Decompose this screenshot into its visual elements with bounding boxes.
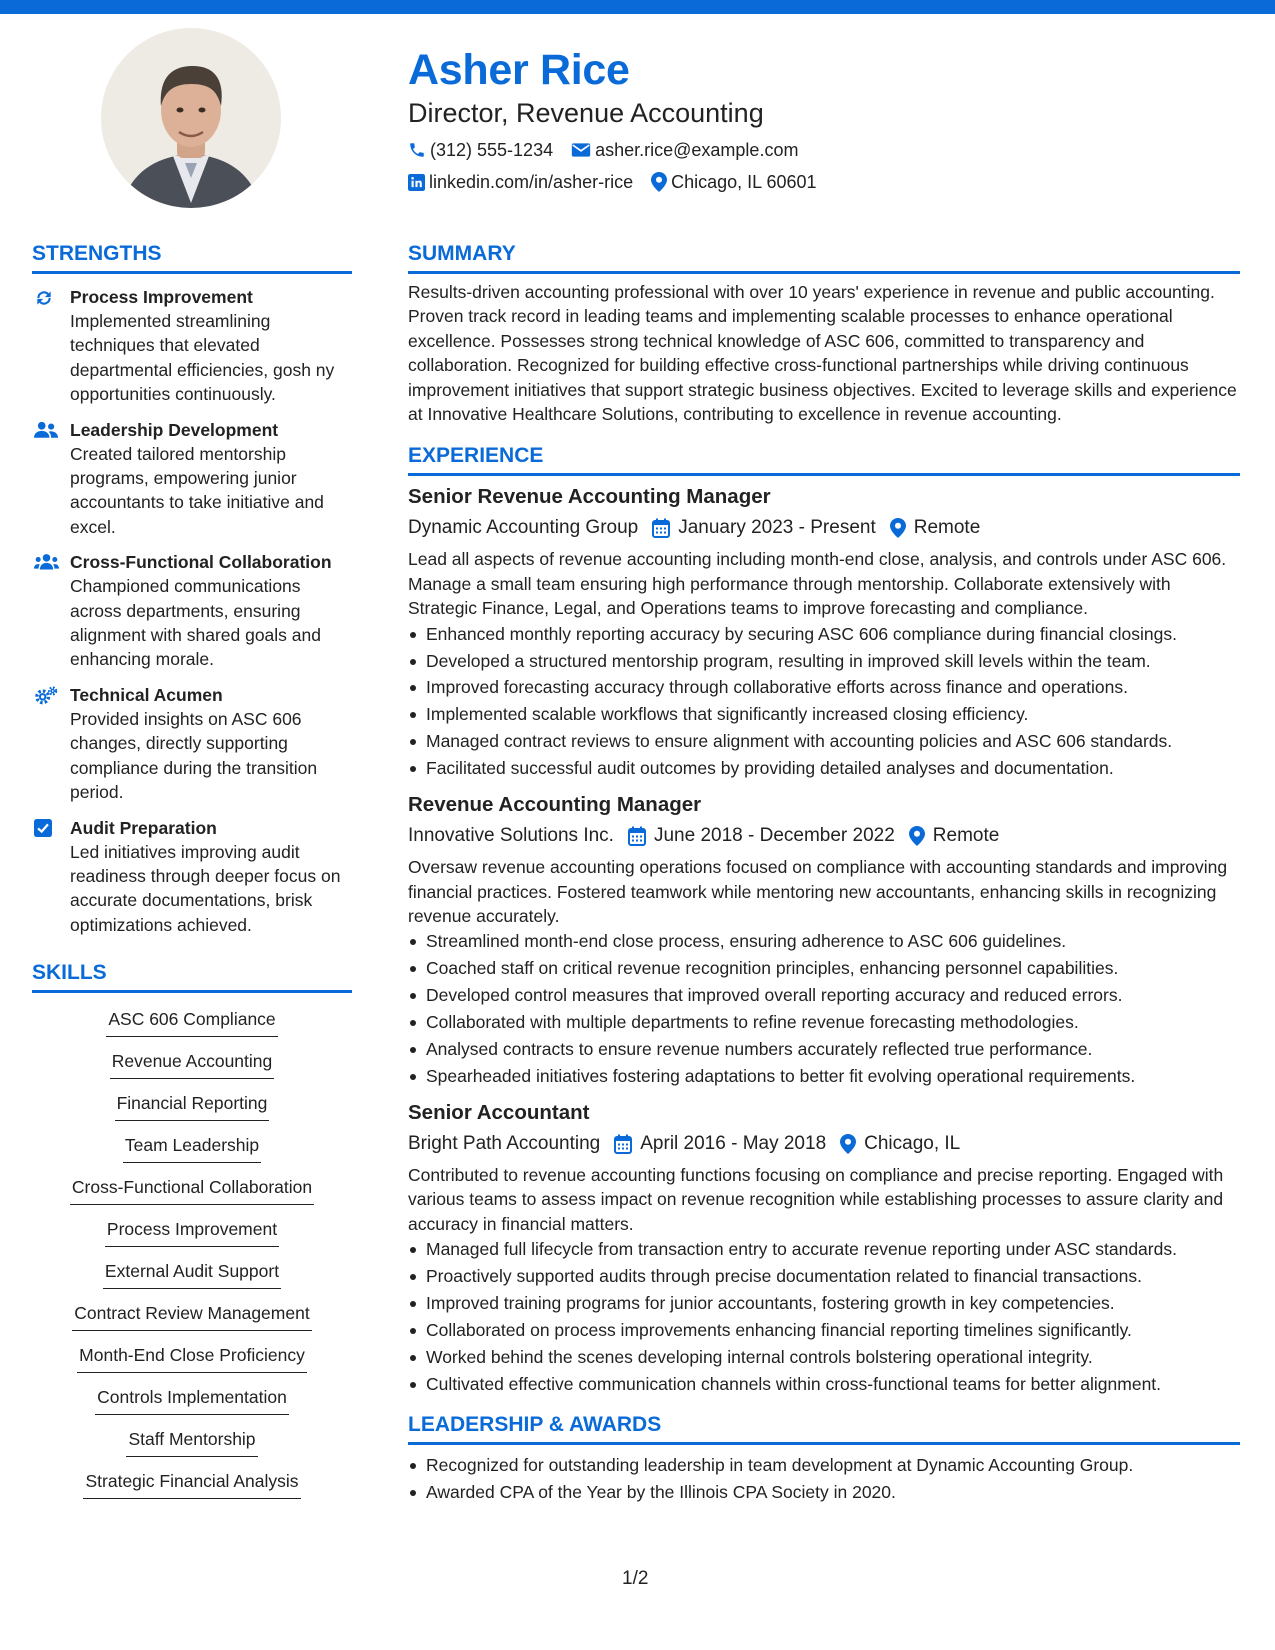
strength-item [32,285,352,407]
envelope-icon [571,142,591,158]
right-column [408,240,1240,1506]
skill-tag: Process Improvement [32,1217,352,1247]
skill-tag: Month-End Close Proficiency [32,1343,352,1373]
list-item: Developed control measures that improved overall reporting accuracy and reduced errors. [408,982,1240,1009]
contact-location [651,170,816,194]
contact-linkedin [408,170,633,194]
skills-list [32,1007,352,1499]
contact-row-2 [408,166,1238,198]
job-bullets [408,621,1240,782]
job-description: Contributed to revenue accounting functions focusing on compliance and precise reporting. Engaged with various teams to assess impact on revenue recognition while establishing processes to assure clarity and accuracy in financial matters. [408,1164,1224,1234]
skill-tag: Controls Implementation [32,1385,352,1415]
job-entry [408,483,1240,782]
job-dates: April 2016 - May 2018 [640,1132,827,1154]
summary-heading: SUMMARY [408,240,1240,274]
job-location: Remote [913,517,981,539]
job-bullets [408,1236,1240,1397]
calendar-icon [614,1134,632,1154]
job-bullets [408,928,1240,1089]
job-entry [408,1099,1240,1398]
skill-tag: ASC 606 Compliance [32,1007,352,1037]
list-item: Awarded CPA of the Year by the Illinois CPA Society in 2020. [408,1479,1240,1506]
calendar-icon [628,826,646,846]
job-title: Senior Revenue Accounting Manager [408,485,771,509]
contact-row [408,134,1238,166]
list-item: Coached staff on critical revenue recognition principles, enhancing personnel capabilities. [408,955,1240,982]
strength-title: Leadership Development [70,419,279,440]
profile-photo [101,28,281,208]
strength-title: Cross-Functional Collaboration [70,552,332,573]
strength-item [32,418,352,540]
skill-tag: External Audit Support [32,1259,352,1289]
linkedin-icon [408,174,425,191]
skill-tag: Revenue Accounting [32,1049,352,1079]
job-company: Innovative Solutions Inc. [408,825,614,847]
sync-icon [34,288,54,308]
job-meta [408,1131,1240,1157]
job-dates: June 2018 - December 2022 [653,825,895,847]
strength-desc: Championed communications across departments, ensuring alignment with shared goals and enhancing morale. [70,576,321,670]
phone-text[interactable]: (312) 555-1234 [430,140,554,160]
summary-text: Results-driven accounting professional with over 10 years' experience in revenue and public accounting. Proven track record in leading teams and implementing scalable processes to enhance operational excellence. Possesses strong technical knowledge of ASC 606, committed to transparency and collaboration. Recognized for building effective cross-functional partnerships while driving continuous improvement initiatives that support strategic business objectives. Excited to leverage skills and experience at Innovative Healthcare Solutions, contributing to excellence in revenue accounting. [408,282,1237,425]
strength-item [32,816,352,938]
job-meta [408,823,1240,849]
list-item: Enhanced monthly reporting accuracy by securing ASC 606 compliance during financial closings. [408,621,1240,648]
strength-item [32,683,352,805]
list-item: Cultivated effective communication channels within cross-functional teams for better alignment. [408,1371,1240,1398]
list-item: Improved training programs for junior accountants, fostering growth in key competencies. [408,1290,1240,1317]
list-item: Improved forecasting accuracy through collaborative efforts across finance and operations. [408,674,1240,701]
phone-icon [408,141,426,159]
skill-tag: Cross-Functional Collaboration [32,1175,352,1205]
list-item: Managed full lifecycle from transaction entry to accurate revenue reporting under ASC standards. [408,1236,1240,1263]
strength-desc: Led initiatives improving audit readiness through deeper focus on accurate documentations, brisk optimizations achieved. [70,841,341,935]
awards-heading: LEADERSHIP & AWARDS [408,1411,1240,1445]
job-entry [408,791,1240,1090]
list-item: Worked behind the scenes developing internal controls bolstering operational integrity. [408,1344,1240,1371]
list-item: Recognized for outstanding leadership in team development at Dynamic Accounting Group. [408,1452,1240,1479]
skill-tag: Financial Reporting [32,1091,352,1121]
resume-header [408,42,1238,198]
top-accent-bar [0,0,1275,14]
awards-list [408,1452,1240,1506]
job-description: Lead all aspects of revenue accounting including month-end close, analysis, and controls under ASC 606. Manage a small team ensuring high performance through mentorship. Collaborate extensively with Strategic Finance, Legal, and Operations teams to improve forecasting and compliance. [408,549,1227,619]
skill-tag: Strategic Financial Analysis [32,1469,352,1499]
location-pin-icon [890,518,906,538]
strength-desc: Provided insights on ASC 606 changes, directly supporting compliance during the transition period. [70,708,318,803]
users-group-icon [34,553,59,571]
list-item: Developed a structured mentorship program, resulting in improved skill levels within the team. [408,648,1240,675]
user-pair-icon [34,421,58,439]
list-item: Analysed contracts to ensure revenue numbers accurately reflected true performance. [408,1036,1240,1063]
list-item: Collaborated on process improvements enhancing financial reporting timelines significantly. [408,1317,1240,1344]
list-item: Proactively supported audits through precise documentation related to financial transactions. [408,1263,1240,1290]
candidate-title: Director, Revenue Accounting [408,98,764,128]
experience-heading: EXPERIENCE [408,442,1240,476]
list-item: Collaborated with multiple departments to refine revenue forecasting methodologies. [408,1009,1240,1036]
linkedin-link[interactable]: linkedin.com/in/asher-rice [429,172,634,192]
strength-title: Process Improvement [70,287,253,307]
job-meta [408,515,1240,541]
strength-title: Audit Preparation [70,817,217,838]
left-column [32,240,352,1511]
contact-phone [408,138,553,162]
location-pin-icon [651,172,667,192]
job-dates: January 2023 - Present [678,517,876,539]
strength-desc: Created tailored mentorship programs, empowering junior accountants to take initiative and excel. [70,443,324,537]
list-item: Managed contract reviews to ensure alignment with accounting policies and ASC 606 standards. [408,728,1240,755]
job-title: Revenue Accounting Manager [408,793,702,817]
job-description: Oversaw revenue accounting operations focused on compliance with accounting standards and improving financial practices. Fostered teamwork while mentoring new accountants, enhancing skills in recognizing revenue accurately. [408,857,1228,926]
location-pin-icon [840,1134,856,1154]
job-title: Senior Accountant [408,1100,590,1124]
strengths-heading: STRENGTHS [32,240,352,274]
checkbox-icon [34,819,52,837]
candidate-name: Asher Rice [408,46,630,94]
job-company: Bright Path Accounting [408,1132,601,1154]
list-item: Implemented scalable workflows that significantly increased closing efficiency. [408,701,1240,728]
job-location: Chicago, IL [864,1132,961,1154]
location-pin-icon [909,826,925,846]
email-link[interactable]: asher.rice@example.com [595,140,799,160]
skills-heading: SKILLS [32,959,352,993]
list-item: Spearheaded initiatives fostering adaptations to better fit evolving operational requirements. [408,1063,1240,1090]
page-number: 1/2 [622,1568,649,1589]
list-item: Facilitated successful audit outcomes by providing detailed analyses and documentation. [408,755,1240,782]
gears-icon [34,686,58,706]
job-company: Dynamic Accounting Group [408,517,639,539]
skill-tag: Team Leadership [32,1133,352,1163]
location-text: Chicago, IL 60601 [671,172,817,192]
list-item: Streamlined month-end close process, ensuring adherence to ASC 606 guidelines. [408,928,1240,955]
skill-tag: Contract Review Management [32,1301,352,1331]
skill-tag: Staff Mentorship [32,1427,352,1457]
strength-desc: Implemented streamlining techniques that elevated departmental efficiencies, gosh ny opportunities continuously. [70,311,335,405]
contact-email [571,138,798,162]
job-location: Remote [932,825,1000,847]
calendar-icon [652,518,670,538]
strength-title: Technical Acumen [70,684,223,705]
strength-item [32,550,352,672]
